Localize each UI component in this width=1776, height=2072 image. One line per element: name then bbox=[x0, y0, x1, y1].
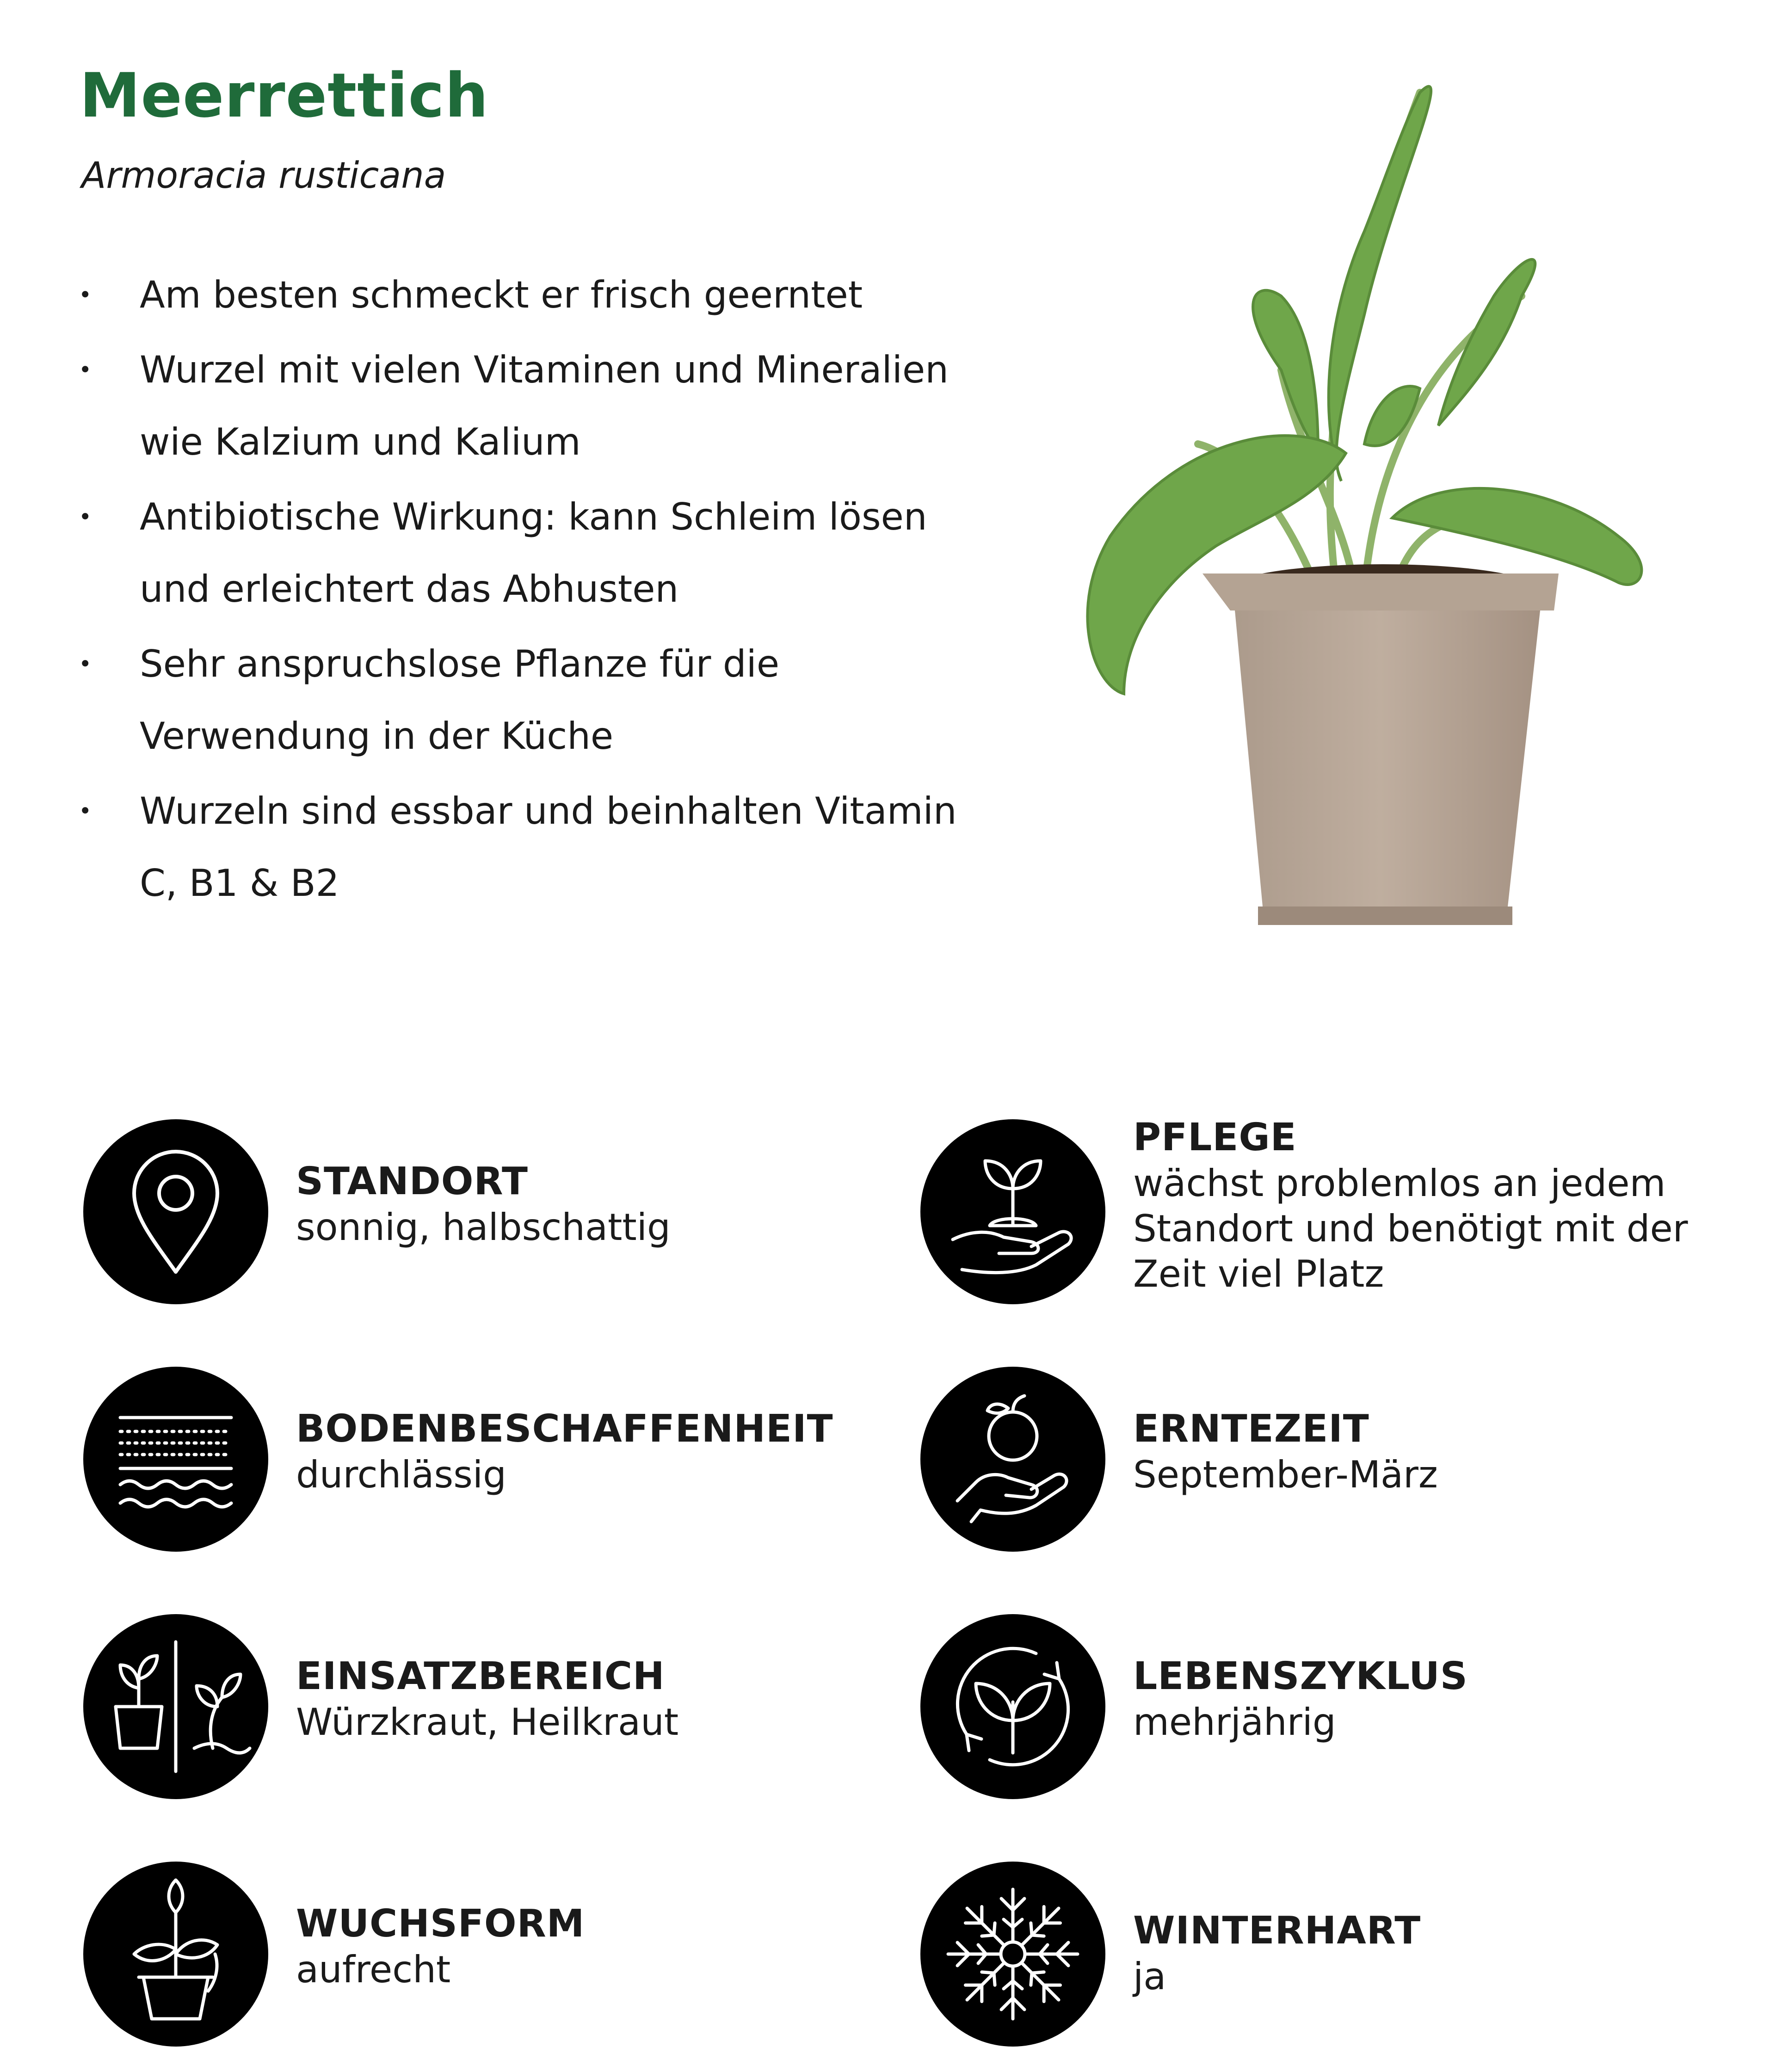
feature-pflege bbox=[920, 1116, 1744, 1314]
feature-label: LEBENSZYKLUS bbox=[1133, 1654, 1468, 1698]
feature-bullet-list bbox=[79, 259, 957, 922]
horseradish-plant-image bbox=[1041, 37, 1711, 944]
feature-label: STANDORT bbox=[296, 1159, 528, 1203]
bullet-item: • Wurzel mit vielen Vitaminen und Mineralien wie Kalzium und Kalium bbox=[79, 334, 957, 478]
bullet-item: • Antibiotische Wirkung: kann Schleim lösen und erleichtert das Abhusten bbox=[79, 481, 957, 625]
feature-label: BODENBESCHAFFENHEIT bbox=[296, 1407, 833, 1451]
potted-plant-icon bbox=[83, 1862, 268, 2047]
hand-with-sprout-icon bbox=[920, 1119, 1105, 1304]
feature-value: aufrecht bbox=[296, 1948, 451, 1991]
snowflake-icon bbox=[920, 1862, 1105, 2047]
feature-value: September-März bbox=[1133, 1453, 1438, 1496]
feature-label: EINSATZBEREICH bbox=[296, 1654, 665, 1698]
feature-label: WUCHSFORM bbox=[296, 1902, 585, 1946]
feature-bodenbeschaffenheit bbox=[83, 1367, 906, 1561]
bullet-item: • Sehr anspruchslose Pflanze für die Verwendung in der Küche bbox=[79, 628, 957, 772]
feature-value: durchlässig bbox=[296, 1453, 506, 1496]
bullet-item: • Am besten schmeckt er frisch geerntet bbox=[79, 259, 957, 331]
botanical-name: Armoracia rusticana bbox=[81, 155, 446, 197]
feature-lebenszyklus bbox=[920, 1614, 1744, 1808]
cycle-leaf-icon bbox=[920, 1614, 1105, 1799]
hand-with-fruit-icon bbox=[920, 1367, 1105, 1552]
product-title: Meerrettich bbox=[80, 60, 489, 131]
feature-label: WINTERHART bbox=[1133, 1909, 1421, 1953]
feature-einsatzbereich bbox=[83, 1614, 906, 1808]
location-pin-icon bbox=[83, 1119, 268, 1304]
soil-layers-icon bbox=[83, 1367, 268, 1552]
feature-value: ja bbox=[1133, 1955, 1166, 1998]
pot-and-seedling-icon bbox=[83, 1614, 268, 1799]
feature-erntezeit bbox=[920, 1367, 1744, 1561]
feature-standort bbox=[83, 1119, 906, 1314]
feature-winterhart bbox=[920, 1862, 1744, 2056]
feature-wuchsform bbox=[83, 1862, 906, 2056]
feature-value: Würzkraut, Heilkraut bbox=[296, 1701, 679, 1744]
bullet-item: • Wurzeln sind essbar und beinhalten Vitamin C, B1 & B2 bbox=[79, 775, 957, 919]
feature-value: sonnig, halbschattig bbox=[296, 1206, 671, 1249]
feature-label: PFLEGE bbox=[1133, 1116, 1297, 1159]
feature-label: ERNTEZEIT bbox=[1133, 1407, 1369, 1451]
feature-value: mehrjährig bbox=[1133, 1701, 1336, 1744]
feature-value: wächst problemlos an jedem Standort und benötigt mit der Zeit viel Platz bbox=[1133, 1162, 1688, 1295]
